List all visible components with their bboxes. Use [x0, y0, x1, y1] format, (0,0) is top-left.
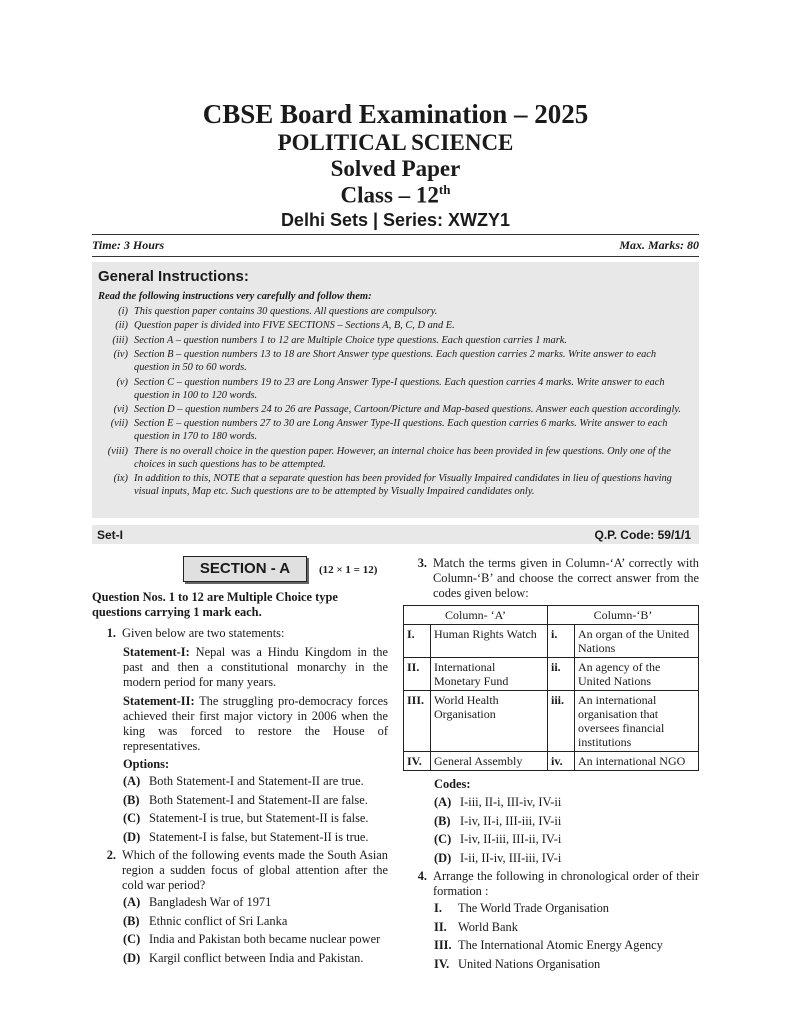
table-row: IV. General Assembly iv. An international NGO — [404, 752, 699, 771]
instruction-item: (vi) Section D – question numbers 24 to 26 are Passage, Cartoon/Picture and Map-based questions. Answer each question accordingly. — [113, 403, 681, 415]
q4-item: II. World Bank — [434, 919, 518, 934]
qp-code: Q.P. Code: 59/1/1 — [594, 528, 691, 542]
max-marks-label: Max. Marks: 80 — [619, 238, 699, 252]
instruction-item: (ix) In addition to this, NOTE that a separate question has been provided for Visually Impaired candidates in lieu of questions having visual inputs, Map etc. Such questions are to be attempted by Visually Impaired candidates only. — [113, 473, 672, 498]
subject-title: POLITICAL SCIENCE — [277, 130, 514, 155]
question-4: 4. Arrange the following in chronological order of their formation : — [417, 869, 699, 898]
class-suffix: th — [438, 182, 451, 197]
q4-item: III. The International Atomic Energy Agency — [434, 938, 663, 952]
bottom-rule — [92, 256, 699, 257]
question-2: 2. Which of the following events made the South Asian region a sudden focus of global attention after the cold war period? — [106, 848, 388, 892]
q3-option[interactable]: (C) I-iv, II-iii, III-ii, IV-i — [434, 832, 562, 846]
q1-option[interactable]: (A) Both Statement-I and Statement-II are true. — [123, 774, 364, 788]
question-1: 1. Given below are two statements: — [106, 626, 285, 640]
q4-item: I. The World Trade Organisation — [434, 901, 610, 915]
set-bar — [92, 525, 699, 544]
q2-option[interactable]: (C) India and Pakistan both became nuclear power — [123, 932, 381, 946]
q2-option[interactable]: (B) Ethnic conflict of Sri Lanka — [123, 913, 288, 928]
q2-option[interactable]: (A) Bangladesh War of 1971 — [123, 895, 272, 909]
instruction-item: (v) Section C – question numbers 19 to 23 are Long Answer Type-I questions. Each question carries 4 marks. Write answer to each question in 100 to 120 words. — [116, 376, 665, 401]
sets-title: Delhi Sets | Series: XWZY1 — [280, 210, 511, 230]
q3-option[interactable]: (D) I-ii, II-iv, III-iii, IV-i — [434, 850, 562, 865]
section-note: Question Nos. 1 to 12 are Multiple Choice type questions carrying 1 mark each. — [92, 590, 338, 619]
q3-option[interactable]: (A) I-iii, II-i, III-iv, IV-ii — [434, 795, 562, 809]
q4-item: IV. United Nations Organisation — [434, 956, 601, 971]
instruction-item: (vii) Section E – question numbers 27 to 30 are Long Answer Type-II questions. Each question carries 6 marks. Write answer to each question in 170 to 180 words. — [110, 418, 668, 443]
table-row: II. International Monetary Fund ii. An agency of the United Nations — [404, 658, 699, 691]
statement-2: Statement-II: The struggling pro-democracy forces achieved their first major victory in 2006 when the king was forced to restore the House of representatives. — [123, 694, 388, 753]
section-a-marks: (12 × 1 = 12) — [319, 564, 378, 576]
general-instructions — [92, 262, 699, 518]
time-label: Time: 3 Hours — [92, 238, 165, 252]
set-label: Set-I — [97, 528, 124, 542]
instruction-item: (ii) Question paper is divided into FIVE SECTIONS – Sections A, B, C, D and E. — [115, 320, 455, 332]
q1-option[interactable]: (D) Statement-I is false, but Statement-II is true. — [123, 829, 369, 844]
table-row: III. World Health Organisation iii. An international organisation that oversees financial institutions — [404, 691, 699, 752]
match-table — [403, 605, 699, 771]
top-rule — [92, 234, 699, 235]
column-b-header: Column-‘B’ — [548, 606, 699, 625]
instructions-title: General Instructions: — [98, 268, 249, 285]
statement-1: Statement-I: Nepal was a Hindu Kingdom in the past and then a constitutional monarchy in the modern period for many years. — [123, 645, 388, 689]
left-column — [92, 590, 388, 969]
q2-option[interactable]: (D) Kargil conflict between India and Pakistan. — [123, 950, 364, 965]
q1-option[interactable]: (C) Statement-I is true, but Statement-II is false. — [123, 811, 369, 825]
right-column — [403, 556, 699, 975]
section-a-heading: SECTION - A — [183, 556, 307, 582]
exam-title: CBSE Board Examination – 2025 — [202, 99, 589, 129]
instructions-lead: Read the following instructions very carefully and follow them: — [98, 291, 372, 302]
class-title — [0, 182, 791, 209]
instruction-item: (iii) Section A – question numbers 1 to 12 are Multiple Choice type questions. Each question carries 1 mark. — [112, 334, 567, 346]
instruction-item: (i) This question paper contains 30 questions. All questions are compulsory. — [118, 306, 438, 317]
instruction-item: (viii) There is no overall choice in the question paper. However, an internal choice has been provided in few questions. Only one of the choices in such questions has to be attempted. — [107, 445, 671, 470]
column-a-header: Column- ‘A’ — [404, 606, 548, 625]
question-3: 3. Match the terms given in Column-‘A’ correctly with Column-‘B’ and choose the correct answer from the codes given below: — [417, 556, 699, 600]
instruction-item: (iv) Section B – question numbers 13 to 18 are Short Answer type questions. Each question carries 2 marks. Write answer to each question in 50 to 60 words. — [113, 349, 657, 374]
codes-label: Codes: — [434, 777, 471, 791]
q3-option[interactable]: (B) I-iv, II-i, III-iii, IV-ii — [434, 813, 562, 828]
class-label: Class – 12 — [340, 182, 439, 208]
instructions-list — [92, 305, 699, 500]
q1-option[interactable]: (B) Both Statement-I and Statement-II are false. — [123, 792, 368, 807]
table-row: I. Human Rights Watch i. An organ of the United Nations — [404, 625, 699, 658]
paper-title: Solved Paper — [330, 156, 461, 181]
options-label: Options: — [123, 757, 170, 771]
